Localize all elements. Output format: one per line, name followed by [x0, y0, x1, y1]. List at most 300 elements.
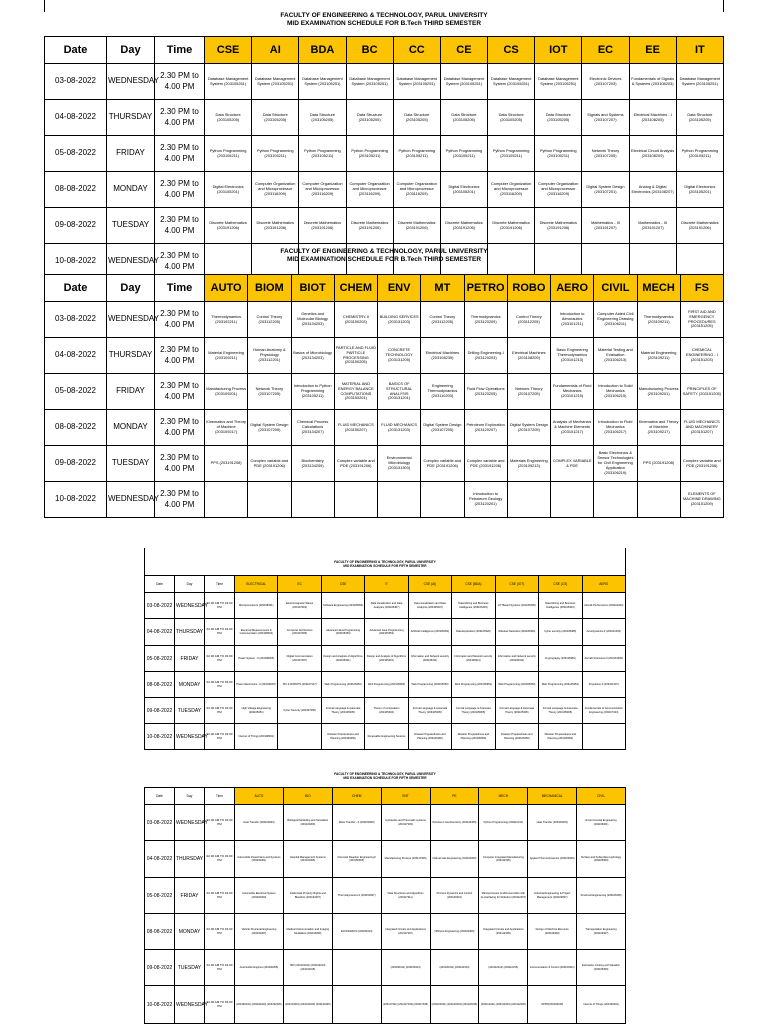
subject-cell: Introduction to Aeronautics (203101211)	[551, 302, 594, 338]
department-header: CC	[393, 37, 440, 64]
subject-cell: Automobile Engines (203192305)	[235, 950, 284, 986]
table-row	[45, 374, 724, 410]
department-header: BC	[346, 37, 393, 64]
exam-time: 02.30 AM TO 03.00 PM	[205, 805, 235, 841]
exam-day: WEDNESDAY	[175, 986, 205, 1024]
exam-day: FRIDAY	[107, 136, 155, 172]
subject-cell: Natural Gas Engineering (203120303)	[430, 841, 479, 878]
subject-cell: Complex variable and PDE (203191206)	[680, 446, 723, 482]
subject-cell: Disaster Preparedness and Planning (203106360)	[321, 724, 364, 750]
sheet-border	[44, 0, 724, 12]
department-header: ENT	[381, 788, 430, 805]
subject-cell: Digital System Design (203107201)	[582, 172, 629, 208]
subject-cell: Data Structure (203105205)	[346, 100, 393, 136]
subject-cell: Data Structure (203105205)	[252, 100, 299, 136]
subject-cell: (203117341) (203117343) (203117345)	[381, 986, 430, 1024]
exam-date: 04-08-2022	[45, 100, 107, 136]
subject-cell: Petroleum Exploration (203120207)	[464, 410, 507, 446]
department-header: CHEM	[334, 275, 377, 302]
subject-cell: Network Theory (203107205)	[507, 374, 550, 410]
subject-cell: Web Programming (203105353)	[365, 672, 408, 698]
department-header: IT	[676, 37, 723, 64]
subject-cell: Python Programming (203105211)	[535, 136, 582, 172]
subject-cell: Analysis of Mechanics & Machine Elements (203101217)	[551, 410, 594, 446]
subject-cell: Industrial Engineering & Project Management (203109307)	[528, 878, 577, 914]
subject-cell: Propulsion-II (203101307)	[582, 672, 626, 698]
subject-cell: FLUID MECHANICS (203131203)	[378, 410, 421, 446]
subject-cell: Introduction to Fluid Mechanics (203106217)	[594, 410, 637, 446]
subject-cell: ECONOMICS (203150313)	[332, 914, 381, 950]
department-header: BDA	[299, 37, 346, 64]
department-header: EC	[278, 576, 321, 593]
subject-cell: Disaster Preparedness and Planning (203106360)	[452, 724, 495, 750]
department-header: IOT	[535, 37, 582, 64]
department-header: MT	[421, 275, 464, 302]
subject-cell	[378, 482, 421, 518]
subject-cell: Analog & Digital Electronics (203108207)	[629, 172, 676, 208]
subject-cell: Thermodynamics (203109211)	[637, 302, 680, 338]
exam-time: 02.30 AM TO 03.00 PM	[205, 914, 235, 950]
subject-cell	[291, 482, 334, 518]
subject-cell: Data Mining and Business Intelligence (203105403)	[452, 593, 495, 619]
subject-cell: CONCRETE TECHNOLOGY (203131205)	[378, 338, 421, 374]
subject-cell: Advanced Java Programming (203105353)	[365, 619, 408, 646]
subject-cell: Human Anatomy & Physiology (203112201)	[248, 338, 291, 374]
subject-cell: Digital Electronics (203105201)	[205, 172, 252, 208]
exam-date: 03-08-2022	[145, 593, 175, 619]
exam-time: 2.30 PM to 4.00 PM	[155, 64, 205, 100]
subject-cell: Biological Modelling and Simulation (203134303)	[283, 805, 332, 841]
exam-day: THURSDAY	[175, 619, 205, 646]
subject-cell: Thermodynamics-II (203150307)	[332, 878, 381, 914]
subject-cell: PRINCIPLES OF SAFETY (203151205)	[680, 374, 723, 410]
subject-cell: Mass Transfer - II (203150303)	[332, 805, 381, 841]
subject-cell: Hospital Management Systems (203134305)	[283, 841, 332, 878]
subject-cell: Complex variable and PDE (203191206)	[334, 446, 377, 482]
subject-cell: Formal Language & Automata Theory (203105305)	[408, 698, 451, 724]
subject-cell: PIC & ROBOTS (203107317)	[278, 672, 321, 698]
subject-cell: Discrete Mathematics (203191206)	[346, 208, 393, 244]
subject-cell: Manufacturing Process (203109201)	[637, 374, 680, 410]
subject-cell: Fluid Flow Operations (203120205)	[464, 374, 507, 410]
exam-time: 2.30 PM to 4.00 PM	[155, 208, 205, 244]
table-row	[45, 172, 724, 208]
subject-cell: Heat Transfer (203109303)	[528, 805, 577, 841]
subject-cell	[332, 950, 381, 986]
exam-date: 10-08-2022	[145, 724, 175, 750]
exam-date: 03-08-2022	[45, 64, 107, 100]
subject-cell: Electrical Measurements & Instrumentation (203108303)	[235, 619, 278, 646]
subject-cell: Computer Organization and Microprocessor (203116209)	[346, 172, 393, 208]
subject-cell: Aerodynamics-II (203101303)	[582, 619, 626, 646]
subject-cell: Information and Network security (203105311)	[408, 646, 451, 672]
subject-cell: Web Programming (203105353)	[495, 672, 538, 698]
department-header: CSE (BDA)	[452, 576, 495, 593]
subject-cell: Mathematics - III (203191207)	[582, 208, 629, 244]
department-header: CSE (CS)	[539, 576, 582, 593]
subject-cell	[594, 482, 637, 518]
subject-cell: BIO (203134311) (203134313) (203134315)	[283, 950, 332, 986]
subject-cell: Python Programming (203112311)	[479, 805, 528, 841]
department-header: ROBO	[507, 275, 550, 302]
department-header: ENV	[378, 275, 421, 302]
department-header: CSE (IOT)	[495, 576, 538, 593]
department-header: CHEM	[332, 788, 381, 805]
subject-cell: High Voltage Engineering (203108351)	[235, 698, 278, 724]
subject-cell: Data Exploration (203105320)	[452, 619, 495, 646]
exam-date: 04-08-2022	[145, 841, 175, 878]
subject-cell: Discrete Mathematics (203191206)	[299, 208, 346, 244]
exam-day: THURSDAY	[107, 100, 155, 136]
subject-cell: Discrete Mathematics (203191206)	[393, 208, 440, 244]
exam-time: 02.30 AM TO 03.00 PM	[205, 724, 235, 750]
department-header: CIVIL	[594, 275, 637, 302]
subject-cell: Transportation Engineering (203106307)	[577, 914, 626, 950]
subject-cell: Disaster Preparedness and Planning (203106360)	[539, 724, 582, 750]
department-header: CIVIL	[577, 788, 626, 805]
exam-day: MONDAY	[107, 410, 155, 446]
table-row	[145, 805, 626, 841]
subject-cell: Power Electronics - II (203108307)	[235, 672, 278, 698]
subject-cell: Formal Language & Automata Theory (203105305)	[495, 698, 538, 724]
exam-date: 09-08-2022	[145, 950, 175, 986]
subject-cell: Artificial Intelligence (203105302)	[408, 619, 451, 646]
subject-cell: Introduction to Petroleum Geology (203120201)	[464, 482, 507, 518]
exam-schedule-table	[44, 36, 724, 280]
subject-cell: Heat Transfer (203109303)	[235, 805, 284, 841]
exam-day: THURSDAY	[107, 338, 155, 374]
subject-cell: PPS (203191208)	[205, 446, 248, 482]
exam-date: 03-08-2022	[45, 302, 107, 338]
table-row	[45, 100, 724, 136]
sheet-title	[44, 246, 724, 272]
column-header-time: Time	[155, 37, 205, 64]
subject-cell: PPS (203191208)	[637, 446, 680, 482]
subject-cell: Complex variable and PDE (203191206)	[421, 446, 464, 482]
subject-cell: Intellectual Property Rights and Bioethics (203134307)	[283, 878, 332, 914]
sheet-title	[144, 770, 626, 784]
subject-cell: Aircraft Performance (203101304)	[582, 593, 626, 619]
subject-cell: Discrete Mathematics (203191206)	[535, 208, 582, 244]
department-header: AI	[252, 37, 299, 64]
subject-cell: Fundamentals of Fluid Mechanics (203101215)	[551, 374, 594, 410]
subject-cell: Kinematics and Theory of Machine (203109217)	[205, 410, 248, 446]
department-header: AUTO	[235, 788, 284, 805]
exam-day: WEDNESDAY	[175, 593, 205, 619]
exam-date: 08-08-2022	[45, 172, 107, 208]
subject-cell: Internet of Things (203106391)	[577, 986, 626, 1024]
exam-date: 09-08-2022	[45, 208, 107, 244]
subject-cell: Introduction to Python Programming (203105211)	[291, 374, 334, 410]
subject-cell: Computer Organization and Microprocessor (203116209)	[393, 172, 440, 208]
subject-cell: Web Programming (203105353)	[321, 672, 364, 698]
subject-cell: Web Programming (203105353)	[408, 672, 451, 698]
exam-time: 2.30 PM to 4.00 PM	[155, 482, 205, 518]
subject-cell: Discrete Mathematics (203191206)	[488, 208, 535, 244]
subject-cell: Discrete Mathematics (203191206)	[440, 208, 487, 244]
subject-cell: Digital System Design (203107205)	[421, 410, 464, 446]
exam-day: TUESDAY	[175, 950, 205, 986]
subject-cell: Biochemistry (203134209)	[291, 446, 334, 482]
subject-cell: Instrumentation & Control (203109311)	[528, 950, 577, 986]
subject-cell: Data Structure (203105205)	[393, 100, 440, 136]
subject-cell: Database Management System (203105251)	[488, 64, 535, 100]
exam-date: 09-08-2022	[45, 446, 107, 482]
table-header	[145, 788, 626, 805]
exam-date: 04-08-2022	[45, 338, 107, 374]
subject-cell: Genetics and Molecular Biology (203134203)	[291, 302, 334, 338]
exam-date: 05-08-2022	[145, 646, 175, 672]
department-header: AERO	[582, 576, 626, 593]
subject-cell	[551, 482, 594, 518]
subject-cell: Computer Organization and Microprocessor (203116209)	[299, 172, 346, 208]
subject-cell: FIRST AID AND EMERGENCY PROCEDURES (203151205)	[680, 302, 723, 338]
subject-cell	[248, 482, 291, 518]
table-row	[45, 64, 724, 100]
exam-day: MONDAY	[175, 672, 205, 698]
department-header: CSE	[205, 37, 252, 64]
department-header: IT	[365, 576, 408, 593]
subject-cell: Basic Engineering Thermodynamics (203101213)	[551, 338, 594, 374]
exam-date: 08-08-2022	[45, 410, 107, 446]
subject-cell: Formal Language & Automata Theory (203105305)	[539, 698, 582, 724]
subject-cell: Digital Electronics (203105201)	[676, 172, 723, 208]
exam-day: TUESDAY	[107, 208, 155, 244]
subject-cell: Signals and Systems (203107207)	[582, 100, 629, 136]
exam-time: 02.30 AM TO 03.00 PM	[205, 672, 235, 698]
subject-cell	[334, 482, 377, 518]
department-header: CSE (AI)	[408, 576, 451, 593]
column-header-date: Date	[145, 788, 175, 805]
exam-time: 02.30 AM TO 03.00 PM	[205, 698, 235, 724]
department-header: BIOT	[291, 275, 334, 302]
subject-cell: Introduction to Solid Mechanics (203106215)	[594, 374, 637, 410]
subject-cell: Petroleum Geochemistry (203120305)	[430, 805, 479, 841]
subject-cell: Manufacturing Process (203109201)	[205, 374, 248, 410]
subject-cell: Digital System Design (203107205)	[248, 410, 291, 446]
exam-date: 04-08-2022	[145, 619, 175, 646]
table-row	[45, 482, 724, 518]
exam-time: 2.30 PM to 4.00 PM	[155, 100, 205, 136]
subject-cell: Database Management System (203105251)	[393, 64, 440, 100]
subject-cell: PARTICLE AND FLUID PARTICLE PROCESSING (203150205)	[334, 338, 377, 374]
exam-day: MONDAY	[107, 172, 155, 208]
subject-cell: Data Structure (203105205)	[676, 100, 723, 136]
department-header: EE	[629, 37, 676, 64]
exam-date: 03-08-2022	[145, 805, 175, 841]
subject-cell: Computer Integrated Manufacturing (203112305)	[479, 841, 528, 878]
exam-date: 08-08-2022	[145, 672, 175, 698]
exam-date: 08-08-2022	[145, 914, 175, 950]
subject-cell: Process Dynamics and Control (203120301)	[430, 878, 479, 914]
department-header: BIO	[283, 788, 332, 805]
subject-cell: Applied Thermodynamics (203109305)	[528, 841, 577, 878]
schedule-subtitle: MID EXAMINATION SCHEDULE FOR B.Tech THIRD SEMESTER	[286, 256, 482, 264]
table-row	[45, 446, 724, 482]
department-header: CS	[488, 37, 535, 64]
department-header: BIOM	[248, 275, 291, 302]
exam-day: FRIDAY	[175, 878, 205, 914]
subject-cell: (203112313) (203112315)	[479, 950, 528, 986]
subject-cell: Python Programming (203105211)	[205, 136, 252, 172]
department-header: FS	[680, 275, 723, 302]
exam-date: 10-08-2022	[45, 482, 107, 518]
subject-cell: Information and Network security (203105311)	[452, 646, 495, 672]
column-header-time: Time	[205, 788, 235, 805]
column-header-date: Date	[145, 576, 175, 593]
subject-cell: Environmental Engineering (203106301)	[577, 805, 626, 841]
subject-cell: Integrated Circuits and Applications (203117307)	[381, 914, 430, 950]
exam-time: 02.30 AM TO 03.00 PM	[205, 950, 235, 986]
table-header	[45, 37, 724, 64]
subject-cell: Offshore Engineering (203120309)	[430, 914, 479, 950]
exam-day: WEDNESDAY	[107, 244, 155, 280]
subject-cell	[507, 482, 550, 518]
column-header-date: Date	[45, 275, 107, 302]
department-header: CE	[440, 37, 487, 64]
exam-day: FRIDAY	[175, 646, 205, 672]
subject-cell: Vehicle Structural Engineering (203192307)	[235, 914, 284, 950]
subject-cell: Computer Organization and Microprocessor (203116209)	[535, 172, 582, 208]
exam-time: 2.30 PM to 4.00 PM	[155, 410, 205, 446]
column-header-day: Day	[107, 37, 155, 64]
subject-cell: Data Structure (203105205)	[299, 100, 346, 136]
subject-cell: Theory of computation (203105302)	[365, 698, 408, 724]
subject-cell: Hydraulics and Pneumatic systems (203117303)	[381, 805, 430, 841]
subject-cell: Control Theory (203112205)	[248, 302, 291, 338]
subject-cell: Material Engineering (203109211)	[637, 338, 680, 374]
exam-date: 09-08-2022	[145, 698, 175, 724]
schedule-subtitle: MID EXAMINATION SCHEDULE FOR B.Tech THIRD SEMESTER	[286, 20, 482, 28]
department-header: PETRO	[464, 275, 507, 302]
subject-cell: Electrical Machines - I (203108205)	[629, 100, 676, 136]
subject-cell: Thermodynamics (203120209)	[464, 302, 507, 338]
column-header-day: Day	[175, 788, 205, 805]
subject-cell: Disaster Preparedness and Planning (203106360)	[408, 724, 451, 750]
subject-cell: Computer Organization and Microprocessor (203116209)	[252, 172, 299, 208]
subject-cell: CHEMISTRY-II (203150203)	[334, 302, 377, 338]
subject-cell: Drilling Engineering-I (203120203)	[464, 338, 507, 374]
exam-time: 2.30 PM to 4.00 PM	[155, 244, 205, 280]
subject-cell: Engineering Thermodynamics (203110203)	[421, 374, 464, 410]
subject-cell: Digital Communication (203107307)	[278, 646, 321, 672]
university-title: FACULTY OF ENGINEERING & TECHNOLOGY, PARUL UNIVERSITY	[334, 560, 436, 564]
department-header: PE	[430, 788, 479, 805]
table-row	[45, 338, 724, 374]
subject-cell: Cyber Security (203107356)	[278, 698, 321, 724]
subject-cell: Web Programming (203105353)	[452, 672, 495, 698]
exam-day: MONDAY	[175, 914, 205, 950]
exam-time: 02.30 AM TO 03.00 PM	[205, 841, 235, 878]
table-row	[45, 208, 724, 244]
subject-cell: Data Structure (203105205)	[535, 100, 582, 136]
subject-cell: Surface and Subsurface Hydrology (203106303)	[577, 841, 626, 878]
subject-cell: Data Structure (203105205)	[440, 100, 487, 136]
subject-cell: Manufacturing Process (203117305)	[381, 841, 430, 878]
subject-cell	[332, 986, 381, 1024]
subject-cell: Discrete Mathematics (203191206)	[252, 208, 299, 244]
schedule-subtitle: MID EXAMINATION SCHEDULE FOR FIFTH SEMESTER	[343, 564, 427, 568]
subject-cell: Basics of Microbiology (203134203)	[291, 338, 334, 374]
subject-cell: OPPD(203109340)	[528, 986, 577, 1024]
subject-cell: Cryptography (203105381)	[539, 646, 582, 672]
exam-day: WEDNESDAY	[175, 805, 205, 841]
exam-time: 02.30 AM TO 03.00 PM	[205, 986, 235, 1024]
exam-time: 2.30 PM to 4.00 PM	[155, 374, 205, 410]
exam-time: 2.30 PM to 4.00 PM	[155, 172, 205, 208]
schedule-subtitle: MID EXAMINATION SCHEDULE FOR FIFTH SEMESTER	[343, 776, 427, 780]
schedule-sheet-4	[144, 770, 626, 1024]
exam-day: FRIDAY	[107, 374, 155, 410]
exam-date: 05-08-2022	[45, 374, 107, 410]
subject-cell: Python Programming (203105211)	[346, 136, 393, 172]
subject-cell: Microprocessors (203108301)	[235, 593, 278, 619]
department-header: MECH	[479, 788, 528, 805]
subject-cell: Wireless Networks (203105384)	[495, 619, 538, 646]
subject-cell: (203134341) (203134343) (203134345)	[283, 986, 332, 1024]
column-header-time: Time	[155, 275, 205, 302]
subject-cell: Data Structure (203105205)	[488, 100, 535, 136]
exam-date: 05-08-2022	[45, 136, 107, 172]
subject-cell: Network Theory (203107205)	[582, 136, 629, 172]
subject-cell: Database Management System (203105251)	[440, 64, 487, 100]
subject-cell: Digital Electronics (203105201)	[440, 172, 487, 208]
subject-cell: Aircraft Structures-II (203101305)	[582, 646, 626, 672]
subject-cell: Computer Architecture (203107305)	[278, 619, 321, 646]
subject-cell: Database Management System (203105251)	[676, 64, 723, 100]
subject-cell: Design and Analysis of Algorithms (203105301)	[321, 646, 364, 672]
subject-cell: Material Testing and Evaluation (203106213)	[594, 338, 637, 374]
subject-cell: Formal Language & Automata Theory (203105305)	[452, 698, 495, 724]
subject-cell: Fundamentals of Signals & Systems (203108203)	[629, 64, 676, 100]
exam-time: 2.30 PM to 4.00 PM	[155, 446, 205, 482]
subject-cell: (203120341) (203120343) (203120345)	[430, 986, 479, 1024]
department-header: MECHANICAL	[528, 788, 577, 805]
subject-cell: Discrete Mathematics (203191206)	[205, 208, 252, 244]
department-header: EC	[582, 37, 629, 64]
subject-cell: Medical Instrumentation and Imaging Modalities (203134309)	[283, 914, 332, 950]
subject-cell: Structural Engineering (203106305)	[577, 878, 626, 914]
subject-cell: Database Management System (203105251)	[346, 64, 393, 100]
table-row	[145, 878, 626, 914]
exam-day: TUESDAY	[107, 446, 155, 482]
schedule-sheet-1	[44, 0, 724, 280]
subject-cell: Network Theory (203107205)	[248, 374, 291, 410]
exam-day: THURSDAY	[175, 841, 205, 878]
subject-cell: Python Programming (203105211)	[252, 136, 299, 172]
exam-day: TUESDAY	[175, 698, 205, 724]
subject-cell: Electrical Machines (203108239)	[421, 338, 464, 374]
table-row	[145, 950, 626, 986]
department-header: ELECTRICAL	[235, 576, 278, 593]
subject-cell: Integrated Circuits and Applications (203112309)	[479, 914, 528, 950]
exam-date: 05-08-2022	[145, 878, 175, 914]
subject-cell: Data Mining and Business Intelligence (203105403)	[539, 593, 582, 619]
exam-schedule-table	[144, 787, 626, 1024]
department-header: MECH	[637, 275, 680, 302]
subject-cell: Cyber security (203105385)	[539, 619, 582, 646]
subject-cell: COMPLEX VARIABLE & PDE	[551, 446, 594, 482]
subject-cell: Control Theory (203112205)	[507, 302, 550, 338]
subject-cell: FLUID MECHANICS AND MACHINERY (203151207)	[680, 410, 723, 446]
table-row	[145, 986, 626, 1024]
subject-cell: Basic Electronics & Sensor Technologies for Civil Engineering Application (203106219)	[594, 446, 637, 482]
subject-cell: Mathematics - III (203191207)	[629, 208, 676, 244]
subject-cell: Automobile Powertrains and Systems (203192301)	[235, 841, 284, 878]
exam-time: 2.30 PM to 4.00 PM	[155, 338, 205, 374]
subject-cell: (203120311) (203120313)	[430, 950, 479, 986]
subject-cell: Database Management System (203105251)	[299, 64, 346, 100]
